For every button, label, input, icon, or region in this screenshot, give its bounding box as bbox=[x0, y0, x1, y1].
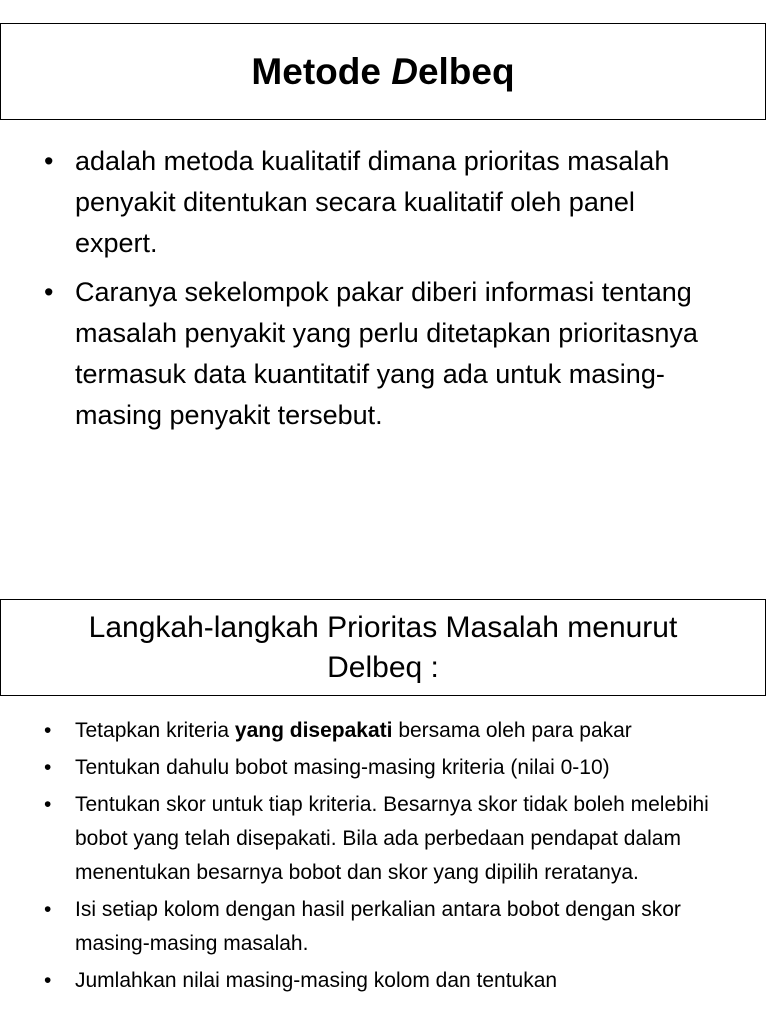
bullet-text: adalah metoda kualitatif dimana prioritas masalah penyakit ditentukan secara kualitatif oleh panel expert. bbox=[75, 146, 670, 258]
bullet-icon: • bbox=[44, 277, 54, 307]
bullet-icon: • bbox=[44, 898, 52, 921]
bullet-icon: • bbox=[44, 969, 52, 992]
list-item bbox=[0, 893, 768, 961]
bullet-list bbox=[0, 714, 768, 1001]
text-run: bersama oleh para pakar bbox=[392, 719, 632, 742]
bullet-text: Tentukan dahulu bobot masing-masing kriteria (nilai 0-10) bbox=[75, 756, 610, 779]
slide-title: Langkah-langkah Prioritas Masalah menurut Delbeq : bbox=[88, 610, 678, 684]
title-prefix: Metode bbox=[251, 50, 392, 92]
title-box bbox=[0, 599, 766, 696]
bullet-text: Jumlahkan nilai masing-masing kolom dan tentukan bbox=[75, 969, 558, 992]
list-item bbox=[0, 788, 768, 890]
text-run: Tetapkan kriteria bbox=[75, 719, 235, 742]
bullet-text: Tentukan skor untuk tiap kriteria. Besarnya skor tidak boleh melebihi bobot yang telah disepakati. Bila ada perbedaan pendapat dalam menentukan besarnya bobot dan skor yang dipilih reratanya. bbox=[75, 793, 709, 884]
bullet-list bbox=[0, 141, 720, 444]
bullet-text bbox=[75, 719, 632, 742]
bullet-text: Caranya sekelompok pakar diberi informasi tentang masalah penyakit yang perlu ditetapkan prioritasnya termasuk data kuantitatif yang ada untuk masing-masing penyakit tersebut. bbox=[75, 277, 698, 430]
list-item bbox=[0, 141, 720, 264]
title-box bbox=[0, 23, 766, 120]
bullet-icon: • bbox=[44, 793, 52, 816]
slide-delbeq-steps bbox=[0, 590, 768, 1024]
bold-text: yang disepakati bbox=[234, 719, 393, 742]
bullet-icon: • bbox=[44, 719, 52, 742]
list-item bbox=[0, 751, 768, 785]
list-item bbox=[0, 964, 768, 998]
bullet-icon: • bbox=[44, 756, 52, 779]
bullet-icon: • bbox=[44, 146, 54, 176]
list-item bbox=[0, 272, 720, 436]
slide-title bbox=[251, 51, 514, 93]
title-italic-letter: D bbox=[391, 50, 418, 92]
list-item bbox=[0, 714, 768, 748]
bullet-text: Isi setiap kolom dengan hasil perkalian antara bobot dengan skor masing-masing masalah. bbox=[75, 898, 681, 955]
title-suffix: elbeq bbox=[417, 50, 515, 92]
